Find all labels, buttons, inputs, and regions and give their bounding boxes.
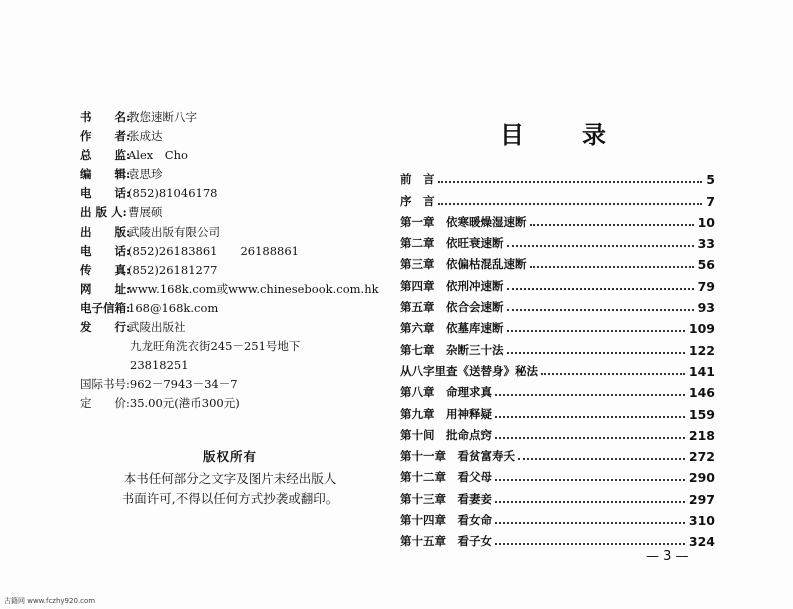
toc-entry-title: 第九章 用神释疑 [400, 406, 492, 421]
imprint-row [80, 318, 400, 337]
imprint-label: 编 辑: [80, 167, 131, 182]
imprint-value: Alex Cho [128, 148, 188, 163]
copyright-notice [80, 447, 380, 509]
toc-dot-leader [495, 437, 685, 439]
toc-dot-leader [495, 501, 685, 503]
toc-entry-title: 第七章 杂断三十法 [400, 342, 504, 357]
publisher-address: 九龙旺角洗衣街245－251号地下 [130, 339, 301, 354]
toc-entry-page: 290 [688, 470, 715, 486]
imprint-row [80, 165, 400, 184]
imprint-row [80, 223, 400, 242]
toc-dot-leader [495, 543, 685, 545]
toc-entry-page: 7 [706, 193, 715, 209]
toc-entry [400, 166, 715, 187]
imprint-value: www.168k.com或www.chinesebook.com.hk [128, 281, 379, 296]
imprint-value: 武陵出版有限公司 [128, 224, 220, 239]
imprint-row [80, 203, 400, 222]
toc-entry-title: 前 言 [400, 172, 435, 187]
toc-dot-leader [495, 522, 685, 524]
toc-dot-leader [507, 352, 685, 354]
toc-entry [400, 464, 715, 485]
imprint-label: 出 版 人: [80, 205, 127, 220]
toc-dot-leader [530, 224, 694, 226]
toc-entry-page: 141 [688, 363, 715, 379]
copyright-line-2: 书面许可,不得以任何方式抄袭或翻印。 [121, 491, 339, 506]
isbn-line: 国际书号:962－7943－34－7 [80, 377, 238, 392]
toc-entry [400, 528, 715, 549]
toc-entry-page: 5 [706, 172, 715, 188]
toc-dot-leader [507, 309, 694, 311]
imprint-row [80, 261, 400, 280]
imprint-value: 曹展硕 [128, 205, 163, 220]
toc-entry-title: 序 言 [400, 193, 435, 208]
toc-entry-page: 79 [697, 278, 715, 294]
toc-entry-page: 218 [688, 427, 715, 443]
imprint-label: 电子信箱: [80, 300, 131, 315]
toc-entry [400, 209, 715, 230]
toc-entry [400, 485, 715, 506]
publisher-phone: 23818251 [130, 358, 189, 373]
imprint-value: (852)81046178 [128, 186, 218, 201]
imprint-row [80, 280, 400, 299]
toc-entry [400, 422, 715, 443]
toc-entry-title: 第六章 依墓库速断 [400, 321, 504, 336]
toc-dot-leader [507, 330, 685, 332]
toc-dot-leader [495, 416, 685, 418]
imprint-label: 传 真: [80, 262, 131, 277]
price-line: 定 价:35.00元(港币300元) [80, 396, 240, 411]
toc-entry [400, 272, 715, 293]
toc-dot-leader [507, 245, 694, 247]
toc-entry [400, 400, 715, 421]
toc-entry [400, 336, 715, 357]
toc-entry-page: 272 [688, 449, 715, 465]
toc-entry-title: 第十三章 看妻妾 [400, 491, 492, 506]
toc-entry-title: 第十一章 看贫富寿夭 [400, 449, 515, 464]
toc-entry-title: 第一章 依寒暖燥湿速断 [400, 214, 527, 229]
toc-entry [400, 507, 715, 528]
toc-entry-page: 109 [688, 321, 715, 337]
imprint-label: 发 行: [80, 320, 131, 335]
toc-entry-title: 第十四章 看女命 [400, 513, 492, 528]
toc-entry-title: 第五章 依合会速断 [400, 300, 504, 315]
copyright-title: 版权所有 [202, 449, 257, 464]
table-of-contents [400, 166, 715, 549]
toc-entry-page: 324 [688, 534, 715, 550]
toc-entry [400, 379, 715, 400]
toc-dot-leader [530, 266, 694, 268]
copyright-line-1: 本书任何部分之文字及图片未经出版人 [123, 471, 337, 486]
toc-entry-title: 第十五章 看子女 [400, 534, 492, 549]
toc-dot-leader [438, 203, 703, 205]
toc-entry [400, 443, 715, 464]
toc-entry-title: 第四章 依刑冲速断 [400, 278, 504, 293]
imprint-value: 袁思珍 [128, 167, 163, 182]
imprint-value: (852)26181277 [128, 262, 218, 277]
imprint-label: 书 名: [80, 110, 131, 124]
imprint-value: 168@168k.com [128, 300, 219, 315]
imprint-label: 电 话: [80, 186, 131, 201]
toc-entry-title: 第十间 批命点窍 [400, 427, 492, 442]
toc-entry-page: 122 [688, 342, 715, 358]
imprint-row [80, 184, 400, 203]
imprint-value: 张成达 [128, 129, 163, 144]
imprint-label: 总 监: [80, 148, 131, 163]
toc-entry [400, 294, 715, 315]
toc-entry-page: 297 [688, 491, 715, 507]
page-number: — 3 — [646, 549, 689, 564]
toc-heading: 目录 [500, 120, 664, 149]
imprint-label: 电 话: [80, 243, 131, 258]
imprint-label: 网 址: [80, 281, 131, 296]
toc-entry-page: 93 [697, 300, 715, 316]
imprint-block [80, 108, 400, 414]
toc-dot-leader [518, 458, 685, 460]
imprint-label: 出 版: [80, 224, 131, 239]
toc-entry-page: 159 [688, 406, 715, 422]
toc-entry-title: 第三章 依偏枯混乱速断 [400, 257, 527, 272]
toc-dot-leader [438, 181, 703, 183]
imprint-value: (852)26183861 26188861 [128, 243, 299, 258]
imprint-row [80, 299, 400, 318]
imprint-row [80, 146, 400, 165]
toc-entry-page: 146 [688, 385, 715, 401]
toc-dot-leader [495, 479, 685, 481]
toc-dot-leader [541, 373, 685, 375]
toc-entry [400, 251, 715, 272]
toc-dot-leader [495, 394, 685, 396]
imprint-row [80, 108, 400, 127]
toc-entry-page: 33 [697, 236, 715, 252]
imprint-row [80, 242, 400, 261]
imprint-value: 教您速断八字 [128, 110, 197, 124]
toc-entry-page: 310 [688, 513, 715, 529]
toc-entry [400, 230, 715, 251]
site-watermark: 古籍网 www.fczhy920.com [4, 597, 96, 605]
toc-entry-title: 从八字里查《送替身》秘法 [400, 363, 538, 378]
toc-entry-title: 第八章 命理求真 [400, 385, 492, 400]
toc-entry [400, 358, 715, 379]
toc-entry-page: 10 [697, 214, 715, 230]
toc-entry-title: 第十二章 看父母 [400, 470, 492, 485]
imprint-label: 作 者: [80, 129, 131, 144]
toc-entry [400, 315, 715, 336]
imprint-value: 武陵出版社 [128, 320, 186, 335]
toc-dot-leader [507, 288, 694, 290]
toc-entry [400, 187, 715, 208]
toc-entry-title: 第二章 依旺衰速断 [400, 236, 504, 251]
imprint-row [80, 127, 400, 146]
toc-entry-page: 56 [697, 257, 715, 273]
